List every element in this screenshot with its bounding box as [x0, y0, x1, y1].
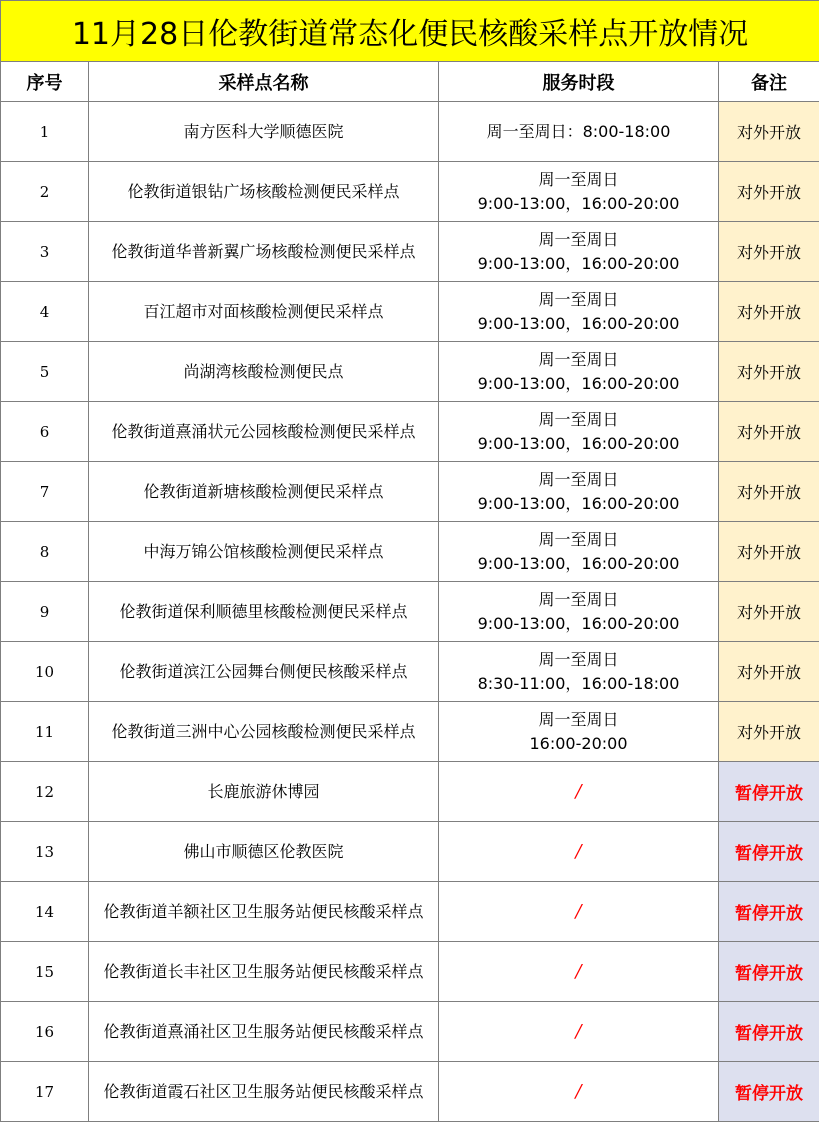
table-row: [1, 102, 819, 162]
row-index: 3: [1, 222, 89, 282]
table-row: [1, 762, 819, 822]
row-site-name: 长鹿旅游休博园: [89, 762, 439, 822]
row-index: 17: [1, 1062, 89, 1122]
row-site-name: 伦教街道熹涌社区卫生服务站便民核酸采样点: [89, 1002, 439, 1062]
row-time-line2: 8:30-11:00，16:00-18:00: [439, 672, 718, 696]
table-row: [1, 462, 819, 522]
row-site-name: 尚湖湾核酸检测便民点: [89, 342, 439, 402]
header-note: 备注: [719, 62, 819, 102]
row-index: 7: [1, 462, 89, 522]
row-time-line1: /: [439, 960, 718, 984]
table-row: [1, 522, 819, 582]
row-site-name: 伦教街道滨江公园舞台侧便民核酸采样点: [89, 642, 439, 702]
row-index: 8: [1, 522, 89, 582]
row-time-line1: 周一至周日: [439, 648, 718, 672]
row-time-line1: 周一至周日: [439, 228, 718, 252]
row-site-name: 中海万锦公馆核酸检测便民采样点: [89, 522, 439, 582]
table-row: [1, 882, 819, 942]
row-status-note: 暂停开放: [719, 942, 819, 1002]
table-row: [1, 822, 819, 882]
row-site-name: 伦教街道保利顺德里核酸检测便民采样点: [89, 582, 439, 642]
row-time-line1: 周一至周日: [439, 468, 718, 492]
row-time-line1: /: [439, 1020, 718, 1044]
table-row: [1, 642, 819, 702]
row-index: 9: [1, 582, 89, 642]
row-status-note: 对外开放: [719, 282, 819, 342]
table-row: [1, 1062, 819, 1122]
row-status-note: 暂停开放: [719, 1062, 819, 1122]
row-status-note: 对外开放: [719, 582, 819, 642]
row-site-name: 伦教街道三洲中心公园核酸检测便民采样点: [89, 702, 439, 762]
row-service-time: [439, 522, 719, 582]
table-body: [1, 102, 819, 1122]
table-row: [1, 582, 819, 642]
row-index: 2: [1, 162, 89, 222]
row-site-name: 南方医科大学顺德医院: [89, 102, 439, 162]
row-time-line2: 9:00-13:00，16:00-20:00: [439, 612, 718, 636]
row-index: 5: [1, 342, 89, 402]
table-row: [1, 282, 819, 342]
row-time-line1: /: [439, 900, 718, 924]
row-index: 14: [1, 882, 89, 942]
row-service-time: [439, 822, 719, 882]
row-status-note: 对外开放: [719, 222, 819, 282]
row-index: 16: [1, 1002, 89, 1062]
row-service-time: [439, 222, 719, 282]
row-service-time: [439, 102, 719, 162]
table-row: [1, 1002, 819, 1062]
row-service-time: [439, 702, 719, 762]
row-index: 11: [1, 702, 89, 762]
row-index: 1: [1, 102, 89, 162]
header-name: 采样点名称: [89, 62, 439, 102]
row-time-line1: 周一至周日: [439, 348, 718, 372]
row-site-name: 伦教街道羊额社区卫生服务站便民核酸采样点: [89, 882, 439, 942]
row-time-line2: 9:00-13:00，16:00-20:00: [439, 192, 718, 216]
row-service-time: [439, 1002, 719, 1062]
row-status-note: 暂停开放: [719, 882, 819, 942]
row-time-line1: 周一至周日：8:00-18:00: [439, 120, 718, 144]
row-service-time: [439, 642, 719, 702]
row-status-note: 对外开放: [719, 162, 819, 222]
row-status-note: 对外开放: [719, 462, 819, 522]
row-site-name: 伦教街道华普新翼广场核酸检测便民采样点: [89, 222, 439, 282]
table-row: [1, 402, 819, 462]
row-status-note: 对外开放: [719, 702, 819, 762]
row-time-line1: 周一至周日: [439, 168, 718, 192]
row-site-name: 伦教街道长丰社区卫生服务站便民核酸采样点: [89, 942, 439, 1002]
sheet-title: 11月28日伦教街道常态化便民核酸采样点开放情况: [1, 1, 819, 62]
row-status-note: 对外开放: [719, 522, 819, 582]
row-time-line2: 9:00-13:00，16:00-20:00: [439, 372, 718, 396]
header-time: 服务时段: [439, 62, 719, 102]
row-service-time: [439, 162, 719, 222]
row-index: 15: [1, 942, 89, 1002]
row-time-line1: /: [439, 840, 718, 864]
row-site-name: 伦教街道霞石社区卫生服务站便民核酸采样点: [89, 1062, 439, 1122]
row-service-time: [439, 882, 719, 942]
row-site-name: 佛山市顺德区伦教医院: [89, 822, 439, 882]
row-time-line1: /: [439, 780, 718, 804]
row-status-note: 对外开放: [719, 342, 819, 402]
row-status-note: 对外开放: [719, 642, 819, 702]
table-row: [1, 222, 819, 282]
row-status-note: 暂停开放: [719, 822, 819, 882]
row-index: 13: [1, 822, 89, 882]
table-row: [1, 702, 819, 762]
row-site-name: 伦教街道银钻广场核酸检测便民采样点: [89, 162, 439, 222]
row-service-time: [439, 582, 719, 642]
header-index: 序号: [1, 62, 89, 102]
table-row: [1, 942, 819, 1002]
row-service-time: [439, 402, 719, 462]
row-service-time: [439, 942, 719, 1002]
row-index: 10: [1, 642, 89, 702]
row-time-line2: 9:00-13:00，16:00-20:00: [439, 252, 718, 276]
row-service-time: [439, 1062, 719, 1122]
table-row: [1, 162, 819, 222]
row-time-line2: 9:00-13:00，16:00-20:00: [439, 552, 718, 576]
row-service-time: [439, 282, 719, 342]
row-time-line1: /: [439, 1080, 718, 1104]
header-row: [1, 62, 819, 102]
row-time-line2: 9:00-13:00，16:00-20:00: [439, 312, 718, 336]
row-time-line1: 周一至周日: [439, 588, 718, 612]
row-status-note: 暂停开放: [719, 762, 819, 822]
row-status-note: 暂停开放: [719, 1002, 819, 1062]
row-service-time: [439, 462, 719, 522]
row-index: 12: [1, 762, 89, 822]
row-index: 6: [1, 402, 89, 462]
row-site-name: 伦教街道熹涌状元公园核酸检测便民采样点: [89, 402, 439, 462]
row-status-note: 对外开放: [719, 102, 819, 162]
row-time-line1: 周一至周日: [439, 708, 718, 732]
row-site-name: 百江超市对面核酸检测便民采样点: [89, 282, 439, 342]
row-time-line1: 周一至周日: [439, 408, 718, 432]
row-time-line1: 周一至周日: [439, 528, 718, 552]
row-status-note: 对外开放: [719, 402, 819, 462]
row-time-line2: 9:00-13:00，16:00-20:00: [439, 432, 718, 456]
table-row: [1, 342, 819, 402]
row-time-line2: 16:00-20:00: [439, 732, 718, 756]
row-time-line1: 周一至周日: [439, 288, 718, 312]
row-service-time: [439, 342, 719, 402]
row-site-name: 伦教街道新塘核酸检测便民采样点: [89, 462, 439, 522]
row-service-time: [439, 762, 719, 822]
row-index: 4: [1, 282, 89, 342]
row-time-line2: 9:00-13:00，16:00-20:00: [439, 492, 718, 516]
